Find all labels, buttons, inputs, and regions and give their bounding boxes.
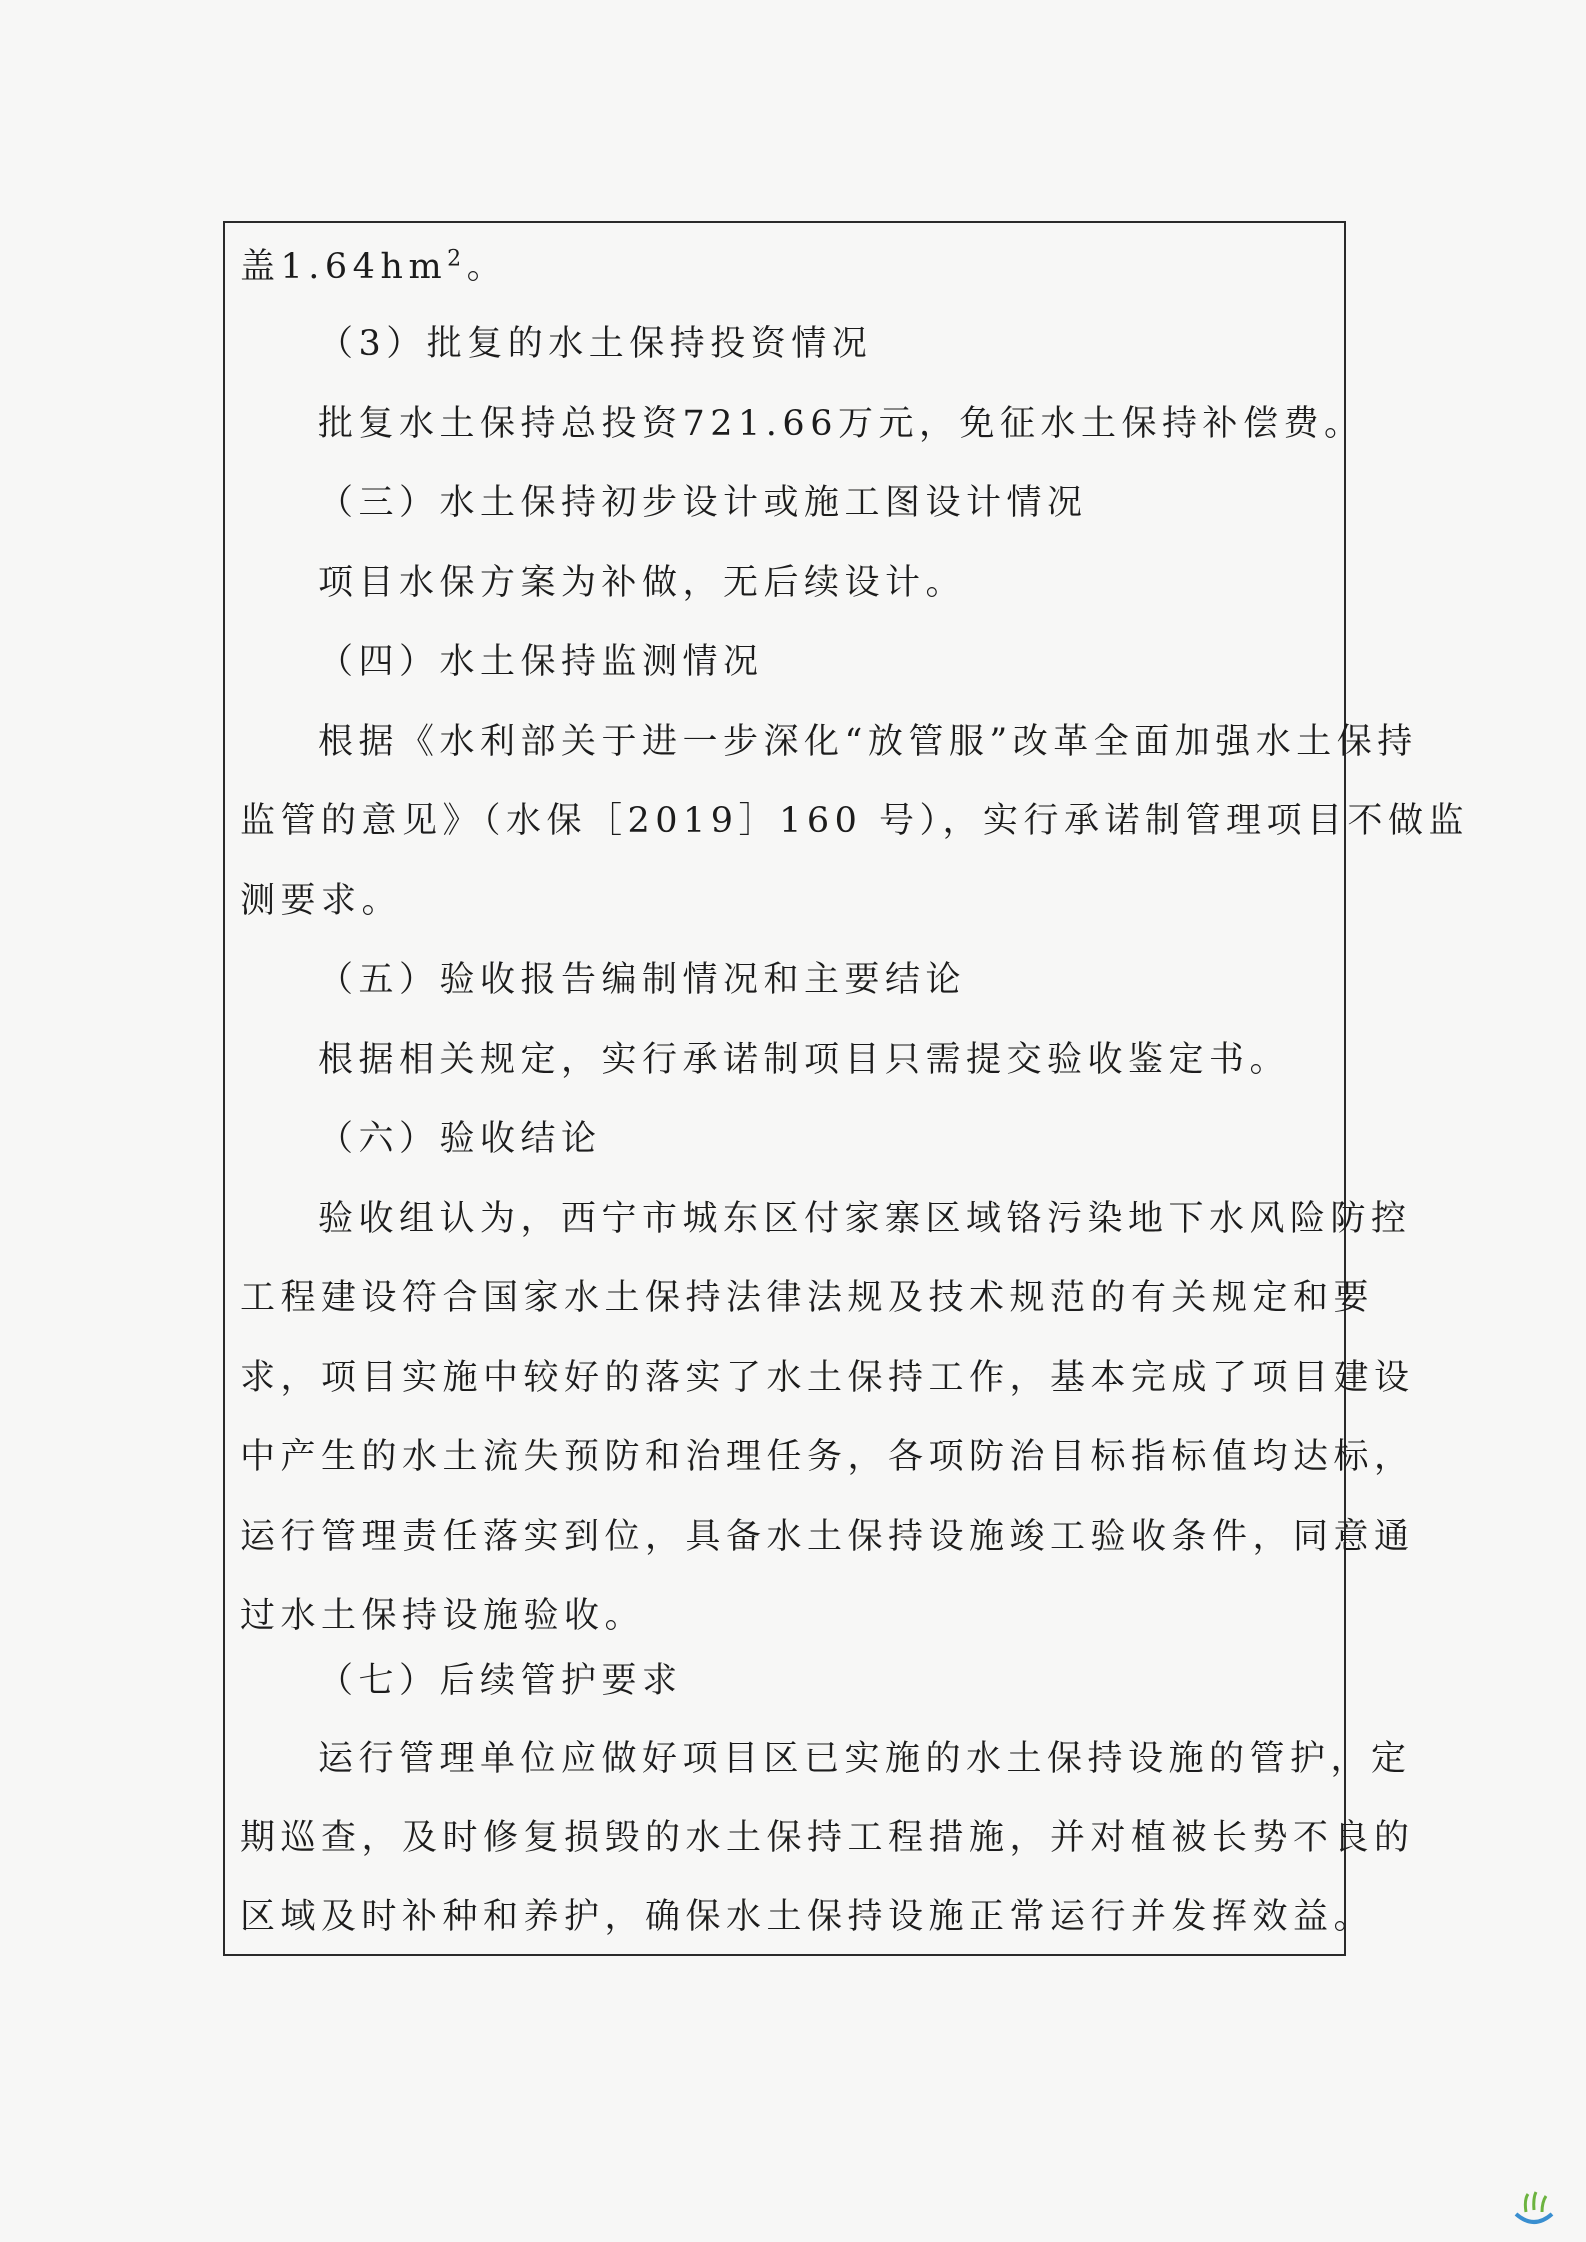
text-line-0: 盖$1.64hm^2$。 [240, 246, 508, 287]
heading-3-investment: （3）批复的水土保持投资情况 [318, 324, 873, 364]
superscript-2: 2 [447, 246, 467, 272]
text-line-4: 项目水保方案为补做，无后续设计。 [318, 563, 967, 603]
text-line-19: 运行管理单位应做好项目区已实施的水土保持设施的管护，定 [318, 1739, 1412, 1779]
text-line-7: 监管的意见》（水保［2019］160 号），实行承诺制管理项目不做监 [240, 801, 1470, 841]
text-line-10: 根据相关规定，实行承诺制项目只需提交验收鉴定书。 [318, 1040, 1291, 1080]
watermark-logo-icon [1512, 2190, 1556, 2230]
text-line-8: 测要求。 [240, 881, 403, 921]
text-line-20: 期巡查，及时修复损毁的水土保持工程措施，并对植被长势不良的 [240, 1818, 1415, 1858]
text-line-16: 运行管理责任落实到位，具备水土保持设施竣工验收条件，同意通 [240, 1517, 1415, 1557]
text-line-17: 过水土保持设施验收。 [240, 1596, 646, 1636]
text-line-13: 工程建设符合国家水土保持法律法规及技术规范的有关规定和要 [240, 1278, 1375, 1318]
heading-monitoring: （四）水土保持监测情况 [318, 642, 764, 682]
text-line-2: 批复水土保持总投资721.66万元，免征水土保持补偿费。 [318, 404, 1365, 444]
text-line-6: 根据《水利部关于进一步深化“放管服”改革全面加强水土保持 [318, 722, 1418, 762]
text-line-12: 验收组认为，西宁市城东区付家寨区域铬污染地下水风险防控 [318, 1199, 1412, 1239]
text-line-21: 区域及时补种和养护，确保水土保持设施正常运行并发挥效益。 [240, 1897, 1375, 1937]
heading-conclusion: （六）验收结论 [318, 1119, 602, 1159]
heading-report: （五）验收报告编制情况和主要结论 [318, 960, 967, 1000]
heading-design: （三）水土保持初步设计或施工图设计情况 [318, 483, 1088, 523]
text-line-15: 中产生的水土流失预防和治理任务，各项防治目标指标值均达标， [240, 1437, 1415, 1477]
text-line-14: 求，项目实施中较好的落实了水土保持工作，基本完成了项目建设 [240, 1358, 1415, 1398]
heading-maintenance: （七）后续管护要求 [318, 1661, 683, 1701]
